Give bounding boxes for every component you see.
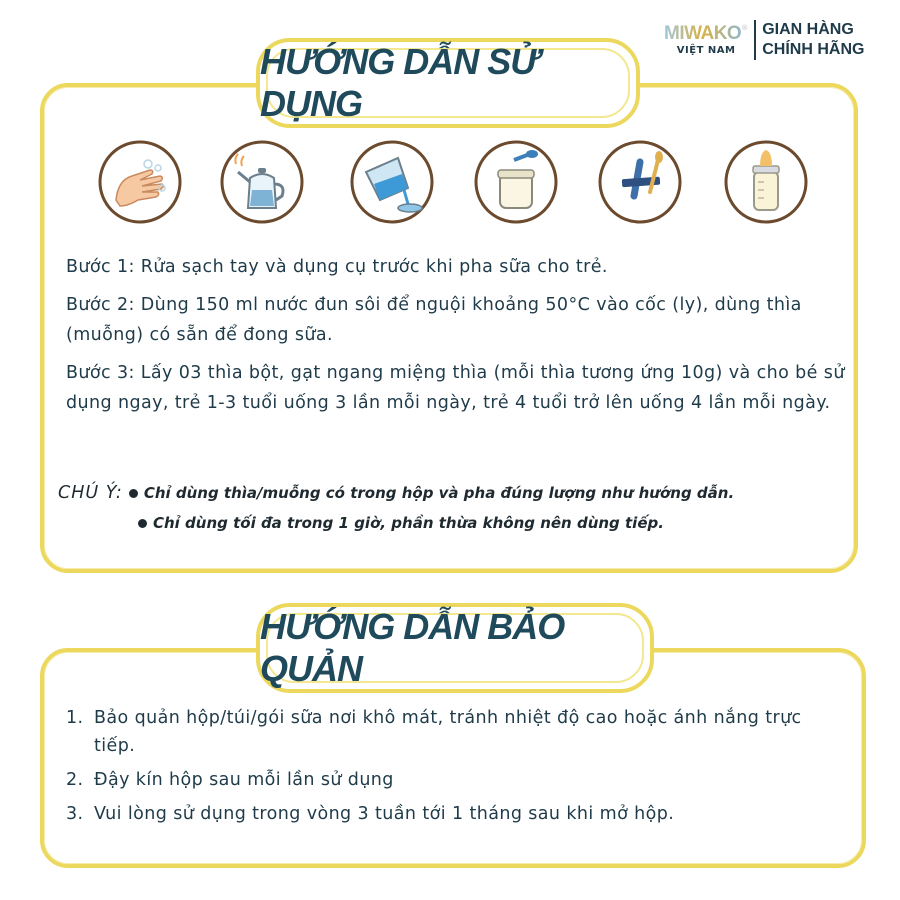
store-line-2: CHÍNH HÃNG [762,41,865,58]
note-1: Chỉ dùng thìa/muỗng có trong hộp và pha đúng lượng như hướng dẫn. [143,484,735,502]
store-line-1: GIAN HÀNG [762,21,854,38]
water-jug-icon [350,140,434,224]
storage-item-text: Vui lòng sử dụng trong vòng 3 tuần tới 1 tháng sau khi mở hộp. [94,804,675,824]
kettle-icon [220,140,304,224]
storage-item-number: 2. [66,770,84,790]
step-2: Bước 2: Dùng 150 ml nước đun sôi để nguội khoảng 50°C vào cốc (ly), dùng thìa (muỗng) có sẵn để đong sữa. [66,295,802,345]
storage-item [66,704,846,760]
brand-name: MIWAKO [664,23,742,44]
usage-notes [58,478,858,538]
storage-title-badge [256,603,654,693]
bullet-icon [129,489,138,498]
bullet-icon [138,519,147,528]
storage-item-number: 1. [66,708,84,728]
storage-list [66,704,846,834]
official-store-label [762,20,864,60]
hand-wash-icon [98,140,182,224]
note-2: Chỉ dùng tối đa trong 1 giờ, phần thừa không nên dùng tiếp. [153,514,664,532]
storage-item [66,766,846,794]
spoon-leveling-icon [598,140,682,224]
milk-powder-jar-icon [474,140,558,224]
brand-logo [664,20,864,60]
usage-steps [66,252,846,426]
note-row-1 [58,478,858,508]
usage-title-badge [256,38,640,128]
registered-mark: ® [741,24,749,32]
brand-block [664,24,748,56]
storage-item-text: Đậy kín hộp sau mỗi lần sử dụng [94,770,394,790]
baby-bottle-icon [724,140,808,224]
usage-title: HƯỚNG DẪN SỬ DỤNG [260,41,539,124]
storage-item [66,800,846,828]
note-row-2 [58,508,858,538]
step-1: Bước 1: Rửa sạch tay và dụng cụ trước khi pha sữa cho trẻ. [66,257,608,277]
storage-item-number: 3. [66,804,84,824]
step-3: Bước 3: Lấy 03 thìa bột, gạt ngang miệng thìa (mỗi thìa tương ứng 10g) và cho bé sử dụng ngay, trẻ 1-3 tuổi uống 3 lần mỗi ngày, trẻ 4 tuổi trở lên uống 4 lần mỗi ngày. [66,363,845,413]
brand-name-row [664,24,748,44]
brand-country: VIỆT NAM [676,45,736,56]
note-label: CHÚ Ý: [58,483,123,503]
step-icons [98,140,810,232]
logo-divider [754,20,756,60]
storage-item-text: Bảo quản hộp/túi/gói sữa nơi khô mát, tránh nhiệt độ cao hoặc ánh nắng trực tiếp. [94,708,802,756]
storage-title: HƯỚNG DẪN BẢO QUẢN [260,606,565,689]
